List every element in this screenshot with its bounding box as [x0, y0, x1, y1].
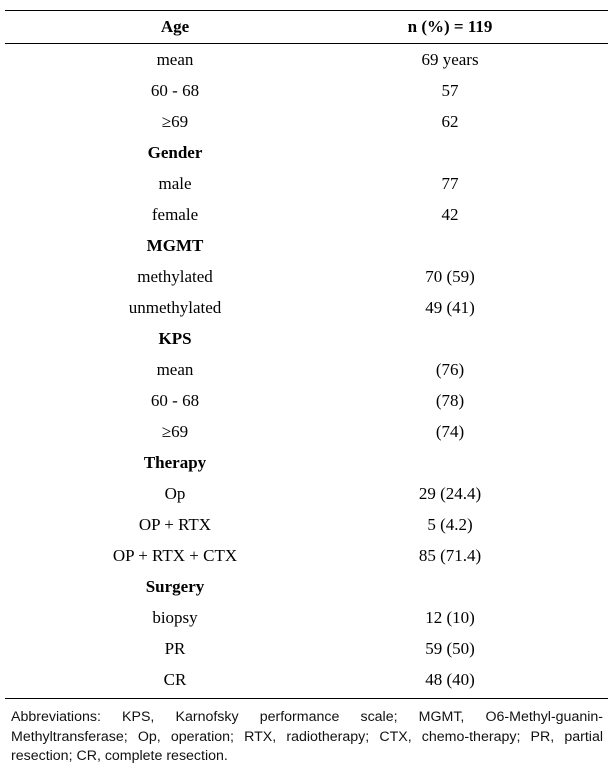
table-header-row — [5, 11, 608, 43]
table-row — [5, 292, 608, 323]
patient-characteristics-table — [5, 0, 608, 699]
row-label: mean — [156, 50, 194, 69]
row-value: 70 (59) — [425, 267, 475, 286]
row-value: 42 — [441, 205, 459, 224]
table-row — [5, 106, 608, 137]
table-row — [5, 385, 608, 416]
section-heading-row — [5, 137, 608, 168]
row-label: OP + RTX — [138, 515, 212, 534]
row-value: (74) — [435, 422, 465, 441]
row-value: 48 (40) — [425, 670, 475, 689]
row-label: Op — [164, 484, 186, 503]
row-value: 59 (50) — [425, 639, 475, 658]
row-value: 85 (71.4) — [418, 546, 482, 565]
table-row — [5, 602, 608, 633]
section-label: Therapy — [143, 453, 207, 472]
row-label: female — [151, 205, 199, 224]
row-label: male — [158, 174, 192, 193]
row-value: 5 (4.2) — [427, 515, 473, 534]
section-label: Gender — [147, 143, 203, 162]
row-label: mean — [156, 360, 194, 379]
table-body — [5, 44, 608, 695]
section-heading-row — [5, 447, 608, 478]
row-label: ≥69 — [161, 112, 189, 131]
row-value: 49 (41) — [425, 298, 475, 317]
row-value: 12 (10) — [425, 608, 475, 627]
row-value: 57 — [441, 81, 459, 100]
row-label: methylated — [137, 267, 213, 286]
row-label: ≥69 — [161, 422, 189, 441]
row-label: 60 - 68 — [150, 391, 200, 410]
row-label: unmethylated — [128, 298, 222, 317]
row-value: 77 — [441, 174, 459, 193]
section-heading-row — [5, 571, 608, 602]
header-age: Age — [160, 17, 190, 36]
row-value: (76) — [435, 360, 465, 379]
row-label: PR — [164, 639, 186, 658]
row-label: CR — [163, 670, 187, 689]
table-bottom-rule — [5, 698, 608, 699]
section-label: KPS — [158, 329, 192, 348]
table-row — [5, 261, 608, 292]
table-row — [5, 664, 608, 695]
table-footnote: Abbreviations: KPS, Karnofsky performance scale; MGMT, O6-Methyl-guanin-Methyltransferase; Op, operation; RTX, radiotherapy; CTX, chemo-therapy; PR, partial resection; CR, complete resection. — [11, 709, 603, 764]
row-label: biopsy — [152, 608, 198, 627]
table-row — [5, 416, 608, 447]
table-row — [5, 509, 608, 540]
table-row — [5, 75, 608, 106]
row-label: OP + RTX + CTX — [112, 546, 238, 565]
table-row — [5, 44, 608, 75]
table-row — [5, 478, 608, 509]
section-heading-row — [5, 230, 608, 261]
row-value: 29 (24.4) — [418, 484, 482, 503]
section-heading-row — [5, 323, 608, 354]
section-label: Surgery — [145, 577, 205, 596]
header-count: n (%) = 119 — [407, 17, 493, 36]
row-label: 60 - 68 — [150, 81, 200, 100]
row-value: 62 — [441, 112, 459, 131]
table-row — [5, 168, 608, 199]
row-value: 69 years — [421, 50, 479, 69]
section-label: MGMT — [146, 236, 204, 255]
row-value: (78) — [435, 391, 465, 410]
table-row — [5, 540, 608, 571]
table-row — [5, 199, 608, 230]
table-row — [5, 633, 608, 664]
table-row — [5, 354, 608, 385]
